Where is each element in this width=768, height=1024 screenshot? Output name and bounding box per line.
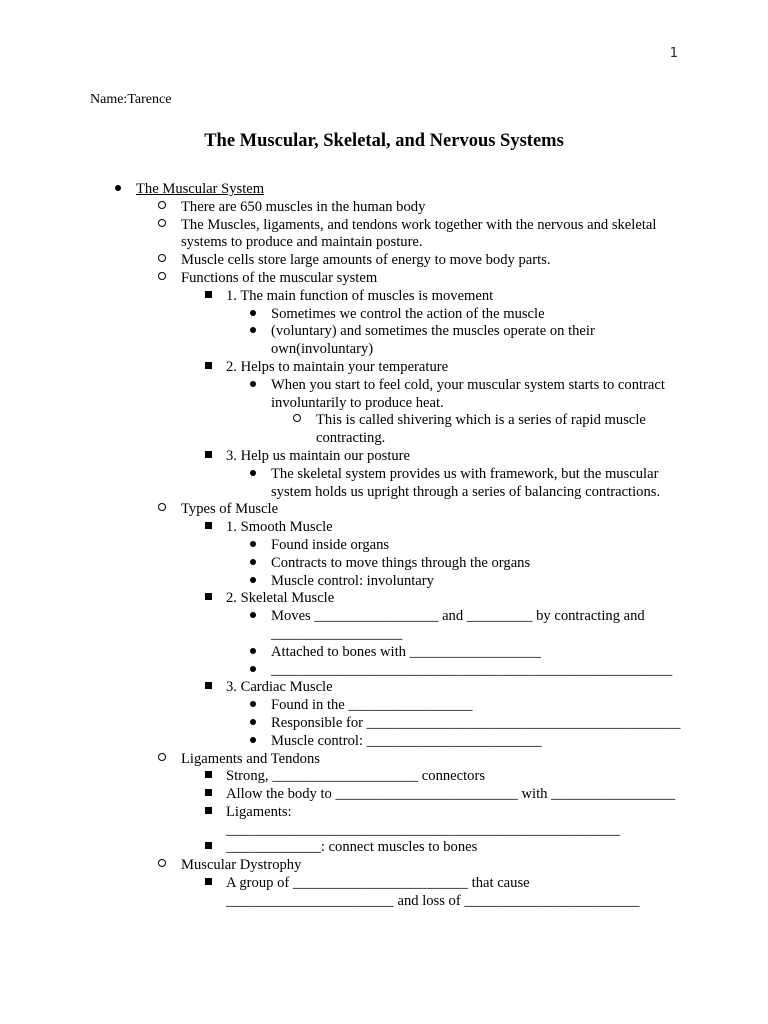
outline-item [0, 519, 768, 537]
filled-bullet-icon [246, 377, 260, 395]
outline-item-text: 1. The main function of muscles is movement [226, 287, 494, 304]
outline-item [0, 323, 768, 359]
square-bullet-icon [201, 288, 215, 306]
outline-item [0, 555, 768, 573]
outline-item-text: Sometimes we control the action of the muscle [271, 305, 545, 322]
outline-item-text: When you start to feel cold, your muscular system starts to contract involuntarily to produce heat. [271, 376, 665, 411]
outline-item [0, 608, 768, 644]
filled-bullet-icon [246, 715, 260, 733]
filled-bullet-icon [246, 573, 260, 591]
outline-item-text: 1. Smooth Muscle [226, 519, 333, 536]
outline-item-text: There are 650 muscles in the human body [181, 198, 426, 215]
filled-bullet-icon [246, 697, 260, 715]
outline-item-text: Ligaments: ______________________________________________________ [226, 803, 621, 838]
filled-bullet-icon [246, 662, 260, 680]
outline-item [0, 217, 768, 253]
outline-item [0, 359, 768, 377]
outline-item [0, 573, 768, 591]
outline-item [0, 679, 768, 697]
outline-item-text: A group of ________________________ that cause _______________________ and loss of ________________________ [226, 875, 640, 909]
outline-item-text: Responsible for ___________________________________________ [271, 714, 681, 731]
hollow-bullet-icon [155, 252, 169, 270]
outline-item-text: Ligaments and Tendons [181, 750, 320, 767]
hollow-bullet-icon [155, 270, 169, 288]
outline-item-text: Found in the _________________ [271, 697, 473, 714]
outline-item-text: 2. Helps to maintain your temperature [226, 358, 449, 375]
outline-item [0, 715, 768, 733]
outline-item [0, 751, 768, 769]
outline-item [0, 288, 768, 306]
outline-item [0, 181, 768, 199]
square-bullet-icon [201, 679, 215, 697]
outline-item [0, 252, 768, 270]
outline-item [0, 644, 768, 662]
square-bullet-icon [201, 359, 215, 377]
outline-item-text: _______________________________________________________ [271, 661, 673, 678]
outline-item-text: Types of Muscle [181, 501, 279, 518]
outline-item-text: Functions of the muscular system [181, 269, 378, 286]
outline-item [0, 270, 768, 288]
hollow-bullet-icon [155, 217, 169, 235]
square-bullet-icon [201, 839, 215, 857]
filled-bullet-icon [246, 644, 260, 662]
filled-bullet-icon [246, 466, 260, 484]
outline-item [0, 733, 768, 751]
square-bullet-icon [201, 448, 215, 466]
outline-item [0, 377, 768, 413]
outline-item-text: Muscle control: ________________________ [271, 732, 542, 749]
outline-item-text: This is called shivering which is a series of rapid muscle contracting. [316, 412, 646, 447]
outline-item [0, 786, 768, 804]
filled-bullet-icon [111, 181, 125, 199]
outline-item-text: Muscular Dystrophy [181, 857, 302, 874]
outline-item-text: 3. Help us maintain our posture [226, 447, 411, 464]
outline-item-text: Attached to bones with __________________ [271, 643, 541, 660]
outline-item [0, 466, 768, 502]
square-bullet-icon [201, 875, 215, 893]
outline-item [0, 857, 768, 875]
outline-item-text: Muscle control: involuntary [271, 572, 434, 589]
outline-item [0, 662, 768, 680]
outline-item [0, 448, 768, 466]
hollow-bullet-icon [290, 412, 304, 430]
outline-item [0, 501, 768, 519]
filled-bullet-icon [246, 306, 260, 324]
outline-item-text: The Muscles, ligaments, and tendons work together with the nervous and skeletal systems to produce and maintain posture. [181, 216, 657, 251]
outline-item [0, 199, 768, 217]
hollow-bullet-icon [155, 199, 169, 217]
outline-item [0, 839, 768, 857]
outline-item [0, 875, 768, 911]
square-bullet-icon [201, 519, 215, 537]
filled-bullet-icon [246, 608, 260, 626]
square-bullet-icon [201, 804, 215, 822]
outline-item-text: 2. Skeletal Muscle [226, 590, 335, 607]
page-title: The Muscular, Skeletal, and Nervous Systems [204, 131, 564, 151]
filled-bullet-icon [246, 323, 260, 341]
hollow-bullet-icon [155, 857, 169, 875]
outline-item [0, 306, 768, 324]
outline-item-text: Found inside organs [271, 536, 390, 553]
hollow-bullet-icon [155, 751, 169, 769]
notes-outline [0, 181, 768, 911]
student-name: Name:Tarence [90, 92, 172, 107]
outline-item-text: (voluntary) and sometimes the muscles operate on their own(involuntary) [271, 323, 595, 358]
square-bullet-icon [201, 590, 215, 608]
square-bullet-icon [201, 768, 215, 786]
filled-bullet-icon [246, 555, 260, 573]
hollow-bullet-icon [155, 501, 169, 519]
outline-item [0, 537, 768, 555]
outline-item [0, 804, 768, 840]
outline-item [0, 768, 768, 786]
outline-item [0, 590, 768, 608]
outline-item-text: Moves _________________ and _________ by contracting and __________________ [271, 608, 645, 642]
outline-item-text: Muscle cells store large amounts of energy to move body parts. [181, 252, 551, 269]
outline-item-text: Contracts to move things through the organs [271, 554, 531, 571]
square-bullet-icon [201, 786, 215, 804]
outline-item-text: Allow the body to _________________________ with _________________ [226, 786, 676, 803]
outline-item-text: 3. Cardiac Muscle [226, 679, 333, 696]
outline-item-text: The Muscular System [136, 181, 265, 197]
outline-item [0, 697, 768, 715]
outline-item [0, 412, 768, 448]
outline-item-text: Strong, ____________________ connectors [226, 768, 486, 785]
filled-bullet-icon [246, 537, 260, 555]
outline-item-text: The skeletal system provides us with framework, but the muscular system holds us upright through a series of balancing contractions. [271, 465, 661, 500]
filled-bullet-icon [246, 733, 260, 751]
outline-item-text: _____________: connect muscles to bones [226, 839, 478, 856]
page-number: 1 [669, 46, 678, 61]
